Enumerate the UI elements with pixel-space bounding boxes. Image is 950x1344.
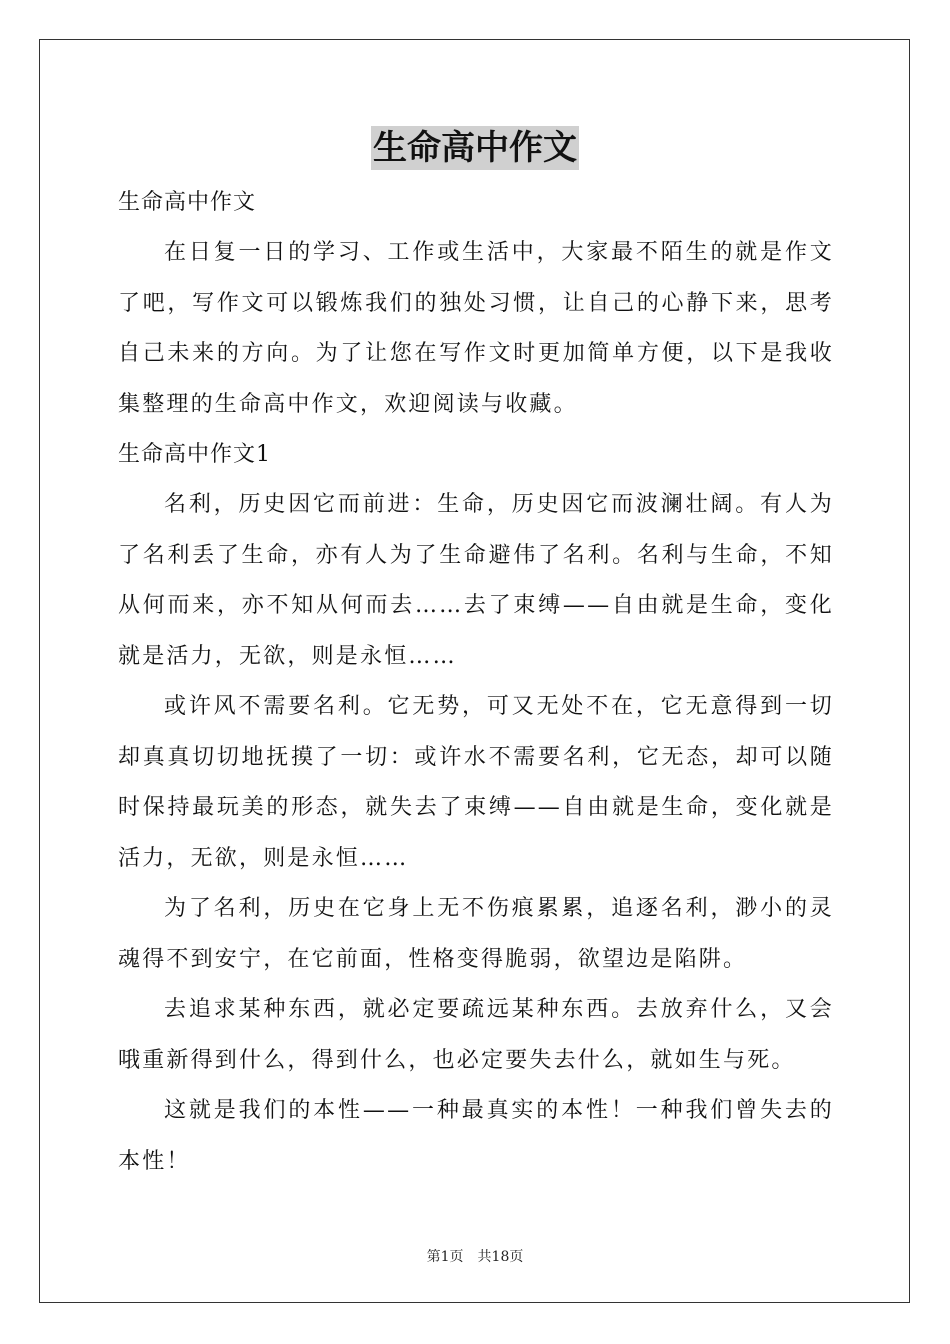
body-paragraph: 去追求某种东西，就必定要疏远某种东西。去放弃什么，又会哦重新得到什么，得到什么，也必定要失去什么，就如生与死。 <box>118 997 834 1073</box>
section-heading: 生命高中作文1 <box>118 442 271 467</box>
document-body <box>118 178 834 1187</box>
title-area <box>0 126 950 170</box>
page-number-footer: 第1页 共18页 <box>426 1249 524 1265</box>
intro-paragraph: 在日复一日的学习、工作或生活中，大家最不陌生的就是作文了吧，写作文可以锻炼我们的独处习惯，让自己的心静下来，思考自己未来的方向。为了让您在写作文时更加简单方便，以下是我收集整理的生命高中作文，欢迎阅读与收藏。 <box>118 240 834 417</box>
body-paragraph: 或许风不需要名利。它无势，可又无处不在，它无意得到一切却真真切切地抚摸了一切：或许水不需要名利，它无态，却可以随时保持最玩美的形态，就失去了束缚——自由就是生命，变化就是活力，无欲，则是永恒…… <box>118 694 834 871</box>
body-paragraph: 为了名利，历史在它身上无不伤痕累累，追逐名利，渺小的灵魂得不到安宁，在它前面，性格变得脆弱，欲望边是陷阱。 <box>118 896 834 972</box>
body-paragraph: 这就是我们的本性——一种最真实的本性！一种我们曾失去的本性！ <box>118 1098 834 1174</box>
document-title: 生命高中作文 <box>373 128 577 168</box>
body-paragraph: 名利，历史因它而前进：生命，历史因它而波澜壮阔。有人为了名利丢了生命，亦有人为了生命避伟了名利。名利与生命，不知从何而来，亦不知从何而去……去了束缚——自由就是生命，变化就是活力，无欲，则是永恒…… <box>118 492 834 669</box>
document-subtitle: 生命高中作文 <box>118 190 257 215</box>
